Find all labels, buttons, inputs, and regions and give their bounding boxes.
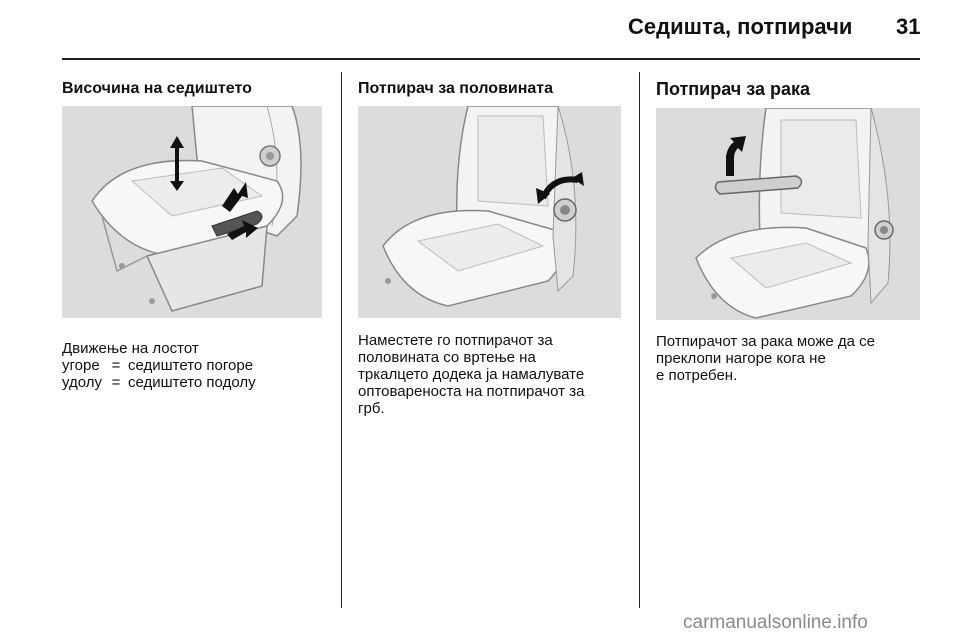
seat-height-table — [62, 357, 256, 391]
text-line: грб. — [358, 400, 385, 417]
lumbar-support-text — [358, 332, 584, 417]
section-title-lumbar-support: Потпирач за половината — [358, 80, 554, 97]
row-value: седиштето погоре — [128, 357, 254, 374]
column-divider-right — [639, 72, 640, 608]
column-divider-left — [341, 72, 342, 608]
lumbar-support-illustration — [358, 106, 621, 318]
row-key: угоре — [62, 357, 100, 374]
section-title-seat-height: Височина на седиштето — [62, 80, 252, 97]
row-separator: = — [111, 357, 121, 374]
seat-height-row-down — [62, 374, 256, 391]
seat-height-row-up — [62, 357, 256, 374]
text-line: Потпирачот за рака може да се — [656, 333, 875, 350]
row-separator: = — [111, 374, 121, 391]
text-line: тркалцето додека ја намалувате — [358, 366, 585, 383]
armrest-text — [656, 333, 875, 384]
watermark: carmanualsonline.info — [683, 612, 868, 633]
page-number: 31 — [896, 14, 921, 39]
text-line: Наместете го потпирачот за — [358, 332, 553, 349]
text-line: оптовареноста на потпирачот за — [358, 383, 585, 400]
text-line: половината со вртење на — [358, 349, 536, 366]
page-header-title: Седишта, потпирачи — [628, 14, 853, 39]
row-value: седиштето подолу — [128, 374, 256, 391]
armrest-illustration — [656, 108, 920, 320]
row-key: удолу — [62, 374, 103, 391]
text-line: преклопи нагоре кога не — [656, 350, 826, 367]
seat-height-illustration — [62, 106, 322, 318]
section-title-armrest: Потпирач за рака — [656, 79, 810, 99]
text-line: е потребен. — [656, 367, 738, 384]
header-rule — [62, 58, 920, 60]
seat-height-caption: Движење на лостот — [62, 340, 199, 357]
